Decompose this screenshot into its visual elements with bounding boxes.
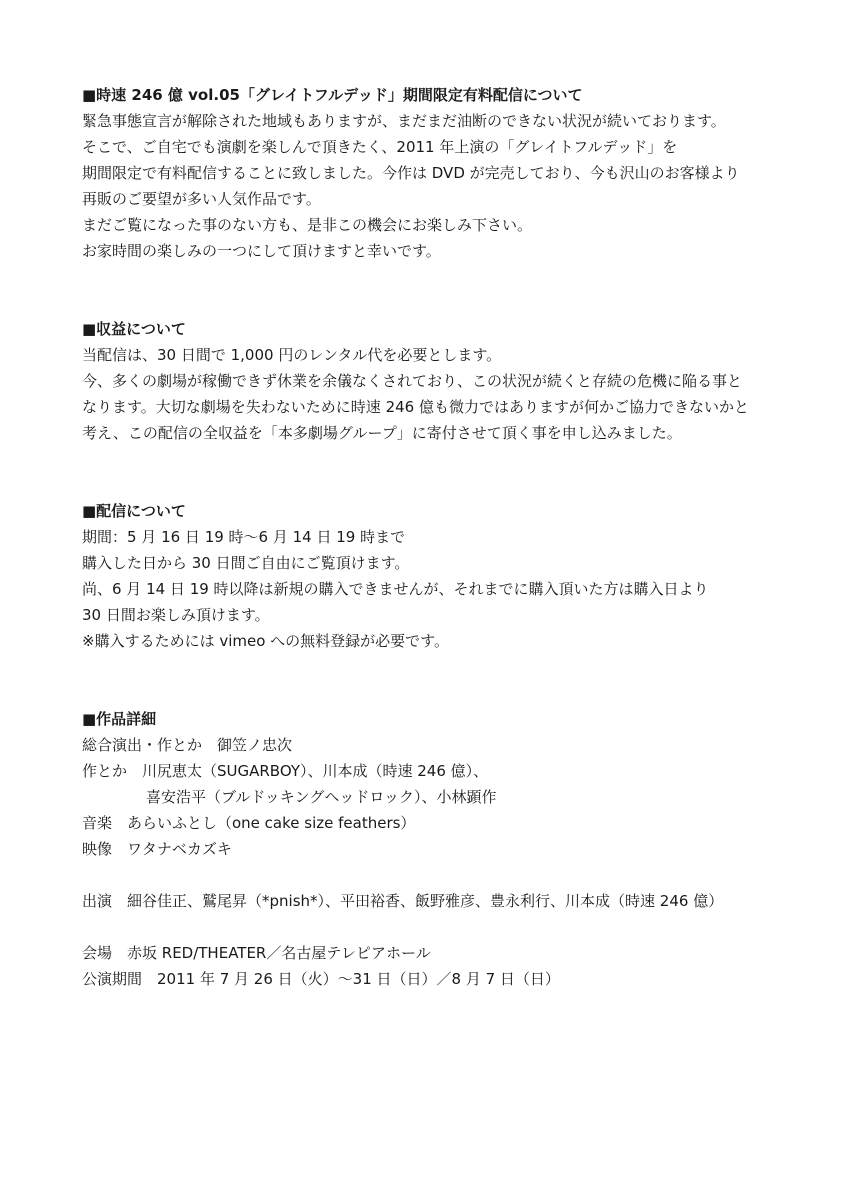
paragraph-line: ※購入するためには vimeo への無料登録が必要です。: [82, 632, 449, 650]
paragraph-line: 期間限定で有料配信することに致しました。今作は DVD が完売しており、今も沢山のお客様より: [82, 164, 740, 182]
paragraph-line: 当配信は、30 日間で 1,000 円のレンタル代を必要とします。: [82, 346, 502, 364]
section-heading: ■作品詳細: [82, 710, 157, 728]
section-spacer: [82, 264, 782, 316]
credit-cast: 出演 細谷佳正、鷲尾昇（*pnish*）、平田裕香、飯野雅彦、豊永利行、川本成（時速 246 億）: [82, 892, 724, 910]
paragraph-line: 30 日間お楽しみ頂けます。: [82, 606, 270, 624]
section-streaming-announcement: [82, 82, 782, 264]
section-revenue: [82, 316, 782, 446]
paragraph-line: 期間：5 月 16 日 19 時〜6 月 14 日 19 時まで: [82, 528, 406, 546]
credit-video: 映像 ワタナベカズキ: [82, 840, 232, 858]
document-page: [82, 82, 782, 992]
section-distribution: [82, 498, 782, 654]
section-work-details: [82, 706, 782, 992]
paragraph-line: 購入した日から 30 日間ご自由にご覧頂けます。: [82, 554, 410, 572]
section-spacer: [82, 654, 782, 706]
paragraph-line: 考え、この配信の全収益を「本多劇場グループ」に寄付させて頂く事を申し込みました。: [82, 424, 682, 442]
section-heading: ■時速 246 億 vol.05「グレイトフルデッド」期間限定有料配信について: [82, 86, 583, 104]
paragraph-line: 尚、6 月 14 日 19 時以降は新規の購入できませんが、それまでに購入頂いた方は購入日より: [82, 580, 709, 598]
section-heading: ■収益について: [82, 320, 186, 338]
paragraph-line: 今、多くの劇場が稼働できず休業を余儀なくされており、この状況が続くと存続の危機に陥る事と: [82, 372, 743, 390]
paragraph-line: お家時間の楽しみの一つにして頂けますと幸いです。: [82, 242, 441, 260]
paragraph-line: 再販のご要望が多い人気作品です。: [82, 190, 321, 208]
paragraph-line: なります。大切な劇場を失わないために時速 246 億も微力ではありますが何かご協力できないかと: [82, 398, 749, 416]
paragraph-line: 緊急事態宣言が解除された地域もありますが、まだまだ油断のできない状況が続いております。: [82, 112, 726, 130]
credit-direction: 総合演出・作とか 御笠ノ忠次: [82, 736, 293, 754]
paragraph-line: まだご覧になった事のない方も、是非この機会にお楽しみ下さい。: [82, 216, 533, 234]
line-spacer: [82, 914, 782, 940]
credit-writers-continued: 喜安浩平（ブルドッキングヘッドロック）、小林顕作: [146, 788, 497, 806]
credit-period: 公演期間 2011 年 7 月 26 日（火）〜31 日（日）／8 月 7 日（日）: [82, 970, 560, 988]
paragraph-line: そこで、ご自宅でも演劇を楽しんで頂きたく、2011 年上演の「グレイトフルデッド」を: [82, 138, 678, 156]
section-heading: ■配信について: [82, 502, 186, 520]
credit-music: 音楽 あらいふとし（one cake size feathers）: [82, 814, 416, 832]
credit-writers: 作とか 川尻恵太（SUGARBOY）、川本成（時速 246 億）、: [82, 762, 489, 780]
line-spacer: [82, 862, 782, 888]
section-spacer: [82, 446, 782, 498]
credit-venue: 会場 赤坂 RED/THEATER／名古屋テレピアホール: [82, 944, 431, 962]
